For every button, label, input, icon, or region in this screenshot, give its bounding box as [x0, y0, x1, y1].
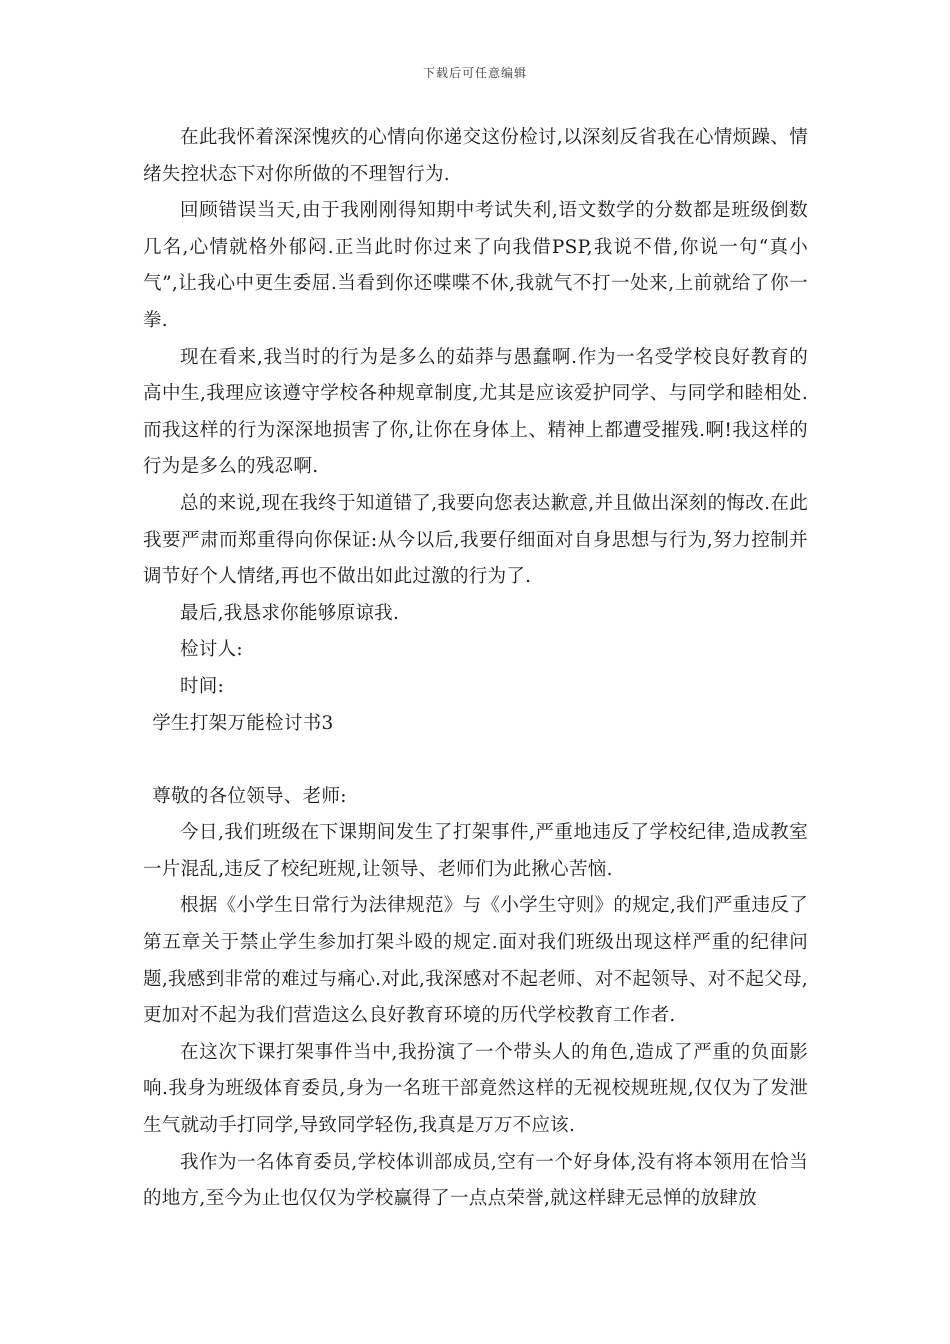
section-title: 学生打架万能检讨书3: [152, 712, 334, 734]
paragraph-incident: 今日,我们班级在下课期间发生了打架事件,严重地违反了学校纪律,造成教室一片混乱,违反了校纪班规,让领导、老师们为此揪心苦恼.: [143, 822, 808, 880]
paragraph-role: 在这次下课打架事件当中,我扮演了一个带头人的角色,造成了严重的负面影响.我身为班级体育委员,身为一名班干部竟然这样的无视校规班规,仅仅为了发泄生气就动手打同学,导致同学轻伤,我真是万万不应该.: [143, 1041, 808, 1137]
paragraph-closing: 最后,我恳求你能够原谅我.: [180, 602, 400, 624]
paragraph-summary: 总的来说,现在我终于知道错了,我要向您表达歉意,并且做出深刻的悔改.在此我要严肃而郑重得向你保证:从今以后,我要仔细面对自身思想与行为,努力控制并调节好个人情绪,再也不做出如此过激的行为了.: [143, 492, 808, 588]
document-body: [143, 120, 808, 1218]
page-header-note: 下载后可任意编辑: [422, 66, 527, 80]
salutation: 尊敬的各位领导、老师:: [152, 785, 347, 807]
time-label: 时间:: [180, 675, 225, 697]
blank-line: [143, 742, 808, 779]
signer-label: 检讨人:: [180, 639, 243, 661]
paragraph-duty: 我作为一名体育委员,学校体训部成员,空有一个好身体,没有将本领用在恰当的地方,至今为止也仅仅为学校赢得了一点点荣誉,就这样肆无忌惮的放肆放: [143, 1151, 808, 1210]
paragraph-rules: 根据《小学生日常行为法律规范》与《小学生守则》的规定,我们严重违反了第五章关于禁止学生参加打架斗殴的规定.面对我们班级出现这样严重的纪律问题,我感到非常的难过与痛心.对此,我深感对不起老师、对不起领导、对不起父母,更加对不起为我们营造这么良好教育环境的历代学校教育工作者.: [143, 895, 808, 1027]
paragraph-recall: 回顾错误当天,由于我刚刚得知期中考试失利,语文数学的分数都是班级倒数几名,心情就格外郁闷.正当此时你过来了向我借PSP,我说不借,你说一句“真小气”,让我心中更生委屈.当看到你还喋喋不休,我就气不打一处来,上前就给了你一拳.: [143, 200, 808, 331]
paragraph-reflection: 现在看来,我当时的行为是多么的茹莽与愚蠢啊.作为一名受学校良好教育的高中生,我理应该遵守学校各种规章制度,尤其是应该爱护同学、与同学和睦相处.而我这样的行为深深地损害了你,让你在身体上、精神上都遭受摧残.啊!我这样的行为是多么的残忍啊.: [143, 346, 808, 478]
paragraph-intro: 在此我怀着深深愧疚的心情向你递交这份检讨,以深刻反省我在心情烦躁、情绪失控状态下对你所做的不理智行为.: [143, 127, 808, 185]
